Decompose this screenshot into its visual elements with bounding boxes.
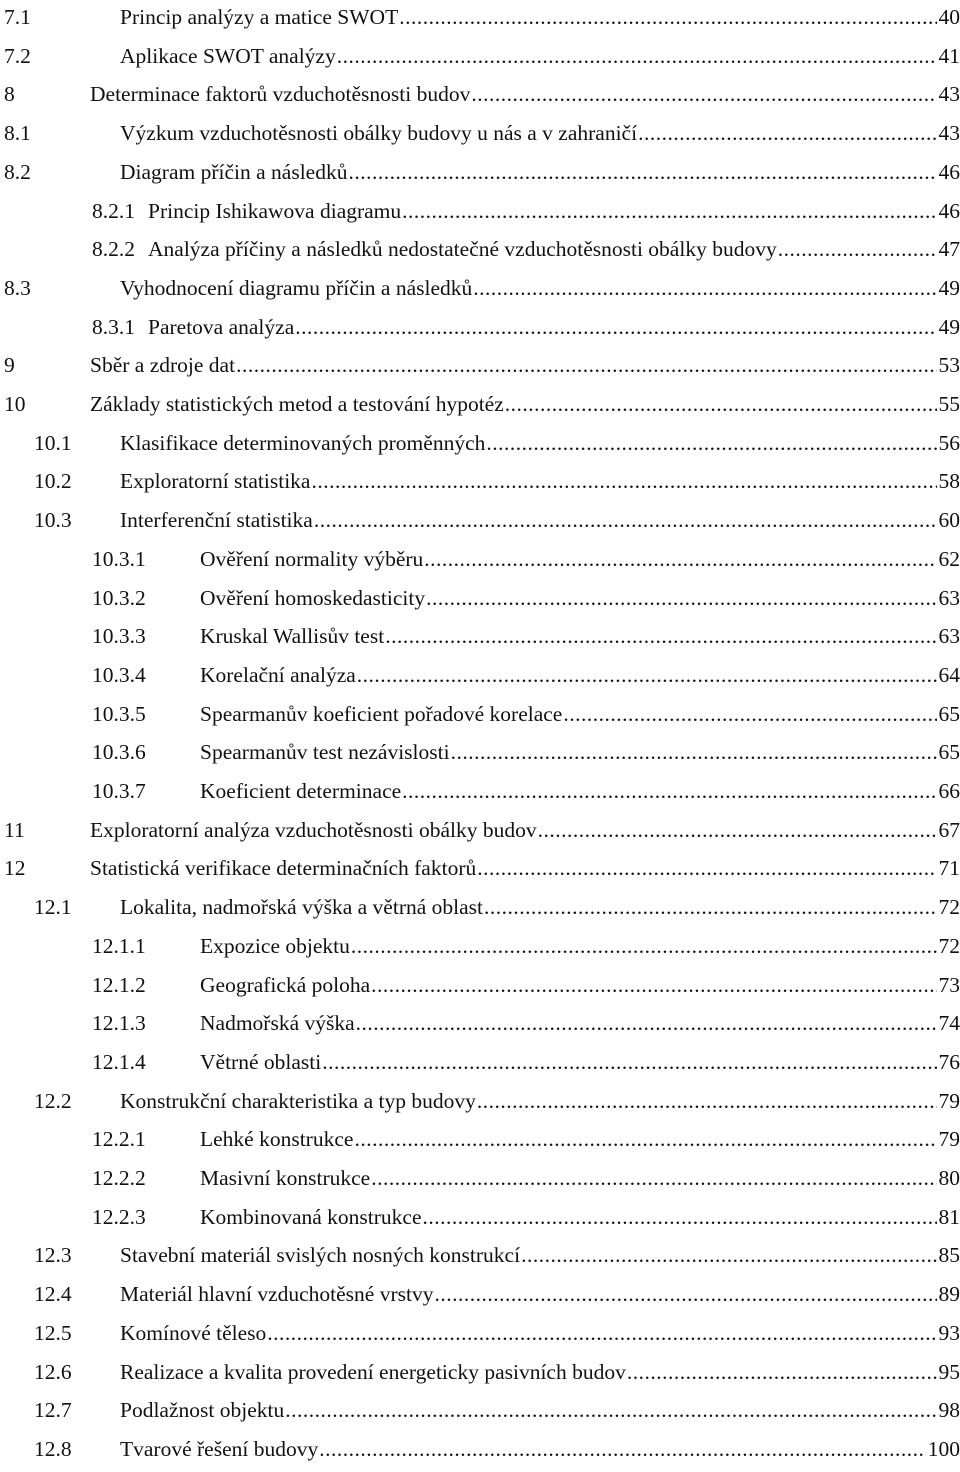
toc-entry-number: 12.2.1 xyxy=(92,1124,200,1154)
toc-entry-page-number: 89 xyxy=(939,1279,960,1309)
toc-entry-title[interactable]: Tvarové řešení budovy xyxy=(120,1434,318,1464)
toc-entry-title[interactable]: Princip analýzy a matice SWOT xyxy=(120,2,398,32)
toc-entry-title[interactable]: Korelační analýza xyxy=(200,660,356,690)
toc-entry-page-number: 67 xyxy=(939,815,960,845)
dot-leader xyxy=(538,815,937,845)
dot-leader xyxy=(399,2,936,32)
toc-entry-number: 12.1.2 xyxy=(92,970,200,1000)
toc-entry-page-number: 95 xyxy=(939,1357,960,1387)
toc-entry-title[interactable]: Podlažnost objektu xyxy=(120,1395,284,1425)
toc-entry[interactable] xyxy=(92,1008,960,1046)
toc-entry-number: 12.4 xyxy=(34,1279,120,1309)
toc-entry-number: 8.2 xyxy=(4,157,120,187)
toc-entry-title[interactable]: Statistická verifikace determinačních faktorů xyxy=(90,853,476,883)
toc-entry-title[interactable]: Komínové těleso xyxy=(120,1318,266,1348)
toc-entry-title[interactable]: Exploratorní statistika xyxy=(120,466,310,496)
toc-entry-number: 12.1 xyxy=(34,892,120,922)
toc-entry-page-number: 100 xyxy=(928,1434,960,1464)
toc-entry-title[interactable]: Výzkum vzduchotěsnosti obálky budovy u nás a v zahraničí xyxy=(120,118,637,148)
toc-entry-title[interactable]: Stavební materiál svislých nosných konstrukcí xyxy=(120,1240,520,1270)
toc-entry-title[interactable]: Diagram příčin a následků xyxy=(120,157,347,187)
dot-leader xyxy=(351,931,937,961)
toc-entry[interactable] xyxy=(92,196,960,234)
toc-entry[interactable] xyxy=(92,1163,960,1201)
toc-entry-title[interactable]: Konstrukční charakteristika a typ budovy xyxy=(120,1086,476,1116)
toc-entry-page-number: 93 xyxy=(939,1318,960,1348)
toc-entry-number: 12.2.3 xyxy=(92,1202,200,1232)
dot-leader xyxy=(356,1008,937,1038)
toc-entry[interactable] xyxy=(34,1395,960,1433)
toc-entry-title[interactable]: Nadmořská výška xyxy=(200,1008,355,1038)
toc-entry-page-number: 46 xyxy=(939,157,960,187)
toc-entry-page-number: 79 xyxy=(939,1124,960,1154)
dot-leader xyxy=(385,621,936,651)
toc-entry-title[interactable]: Koeficient determinace xyxy=(200,776,401,806)
dot-leader xyxy=(484,892,936,922)
dot-leader xyxy=(371,970,936,1000)
dot-leader xyxy=(473,273,936,303)
toc-entry-number: 7.2 xyxy=(4,41,120,71)
toc-entry-number: 12.8 xyxy=(34,1434,120,1464)
toc-entry[interactable] xyxy=(4,118,960,156)
toc-entry[interactable] xyxy=(92,1124,960,1162)
dot-leader xyxy=(354,1124,936,1154)
toc-entry-title[interactable]: Realizace a kvalita provedení energeticky pasivních budov xyxy=(120,1357,626,1387)
toc-entry[interactable] xyxy=(34,1318,960,1356)
toc-entry-page-number: 40 xyxy=(939,2,960,32)
toc-entry-title[interactable]: Základy statistických metod a testování hypotéz xyxy=(90,389,504,419)
toc-entry-number: 10.3 xyxy=(34,505,120,535)
toc-entry[interactable] xyxy=(34,466,960,504)
toc-entry[interactable] xyxy=(4,2,960,40)
toc-entry-number: 8.2.1 xyxy=(92,196,148,226)
toc-entry-title[interactable]: Analýza příčiny a následků nedostatečné vzduchotěsnosti obálky budovy xyxy=(148,234,777,264)
toc-entry-number: 10.2 xyxy=(34,466,120,496)
dot-leader xyxy=(426,583,936,613)
toc-entry[interactable] xyxy=(4,157,960,195)
toc-entry[interactable] xyxy=(4,273,960,311)
toc-entry[interactable] xyxy=(92,1202,960,1240)
toc-entry-page-number: 53 xyxy=(939,350,960,380)
toc-entry[interactable] xyxy=(4,79,960,117)
toc-entry-number: 9 xyxy=(4,350,90,380)
toc-entry-number: 10.3.4 xyxy=(92,660,200,690)
toc-entry-number: 8.3 xyxy=(4,273,120,303)
toc-entry-page-number: 72 xyxy=(939,931,960,961)
dot-leader xyxy=(337,41,937,71)
toc-entry-title[interactable]: Masivní konstrukce xyxy=(200,1163,370,1193)
dot-leader xyxy=(236,350,936,380)
dot-leader xyxy=(638,118,936,148)
toc-entry[interactable] xyxy=(92,737,960,775)
toc-entry-number: 7.1 xyxy=(4,2,120,32)
toc-entry[interactable] xyxy=(92,660,960,698)
toc-entry-number: 12.7 xyxy=(34,1395,120,1425)
toc-entry[interactable] xyxy=(4,389,960,427)
dot-leader xyxy=(311,466,936,496)
toc-entry-number: 10.3.2 xyxy=(92,583,200,613)
toc-entry-page-number: 49 xyxy=(939,312,960,342)
dot-leader xyxy=(322,1047,936,1077)
toc-entry-page-number: 62 xyxy=(939,544,960,574)
toc-entry-number: 12.5 xyxy=(34,1318,120,1348)
toc-entry[interactable] xyxy=(4,350,960,388)
toc-entry-title[interactable]: Ověření normality výběru xyxy=(200,544,423,574)
toc-entry[interactable] xyxy=(34,1434,960,1472)
dot-leader xyxy=(505,389,937,419)
toc-entry[interactable] xyxy=(92,621,960,659)
toc-entry-page-number: 43 xyxy=(939,79,960,109)
toc-entry-page-number: 63 xyxy=(939,621,960,651)
toc-entry-page-number: 98 xyxy=(939,1395,960,1425)
dot-leader xyxy=(477,1086,937,1116)
toc-entry-page-number: 55 xyxy=(939,389,960,419)
toc-entry[interactable] xyxy=(34,892,960,930)
dot-leader xyxy=(371,1163,936,1193)
dot-leader xyxy=(402,776,936,806)
toc-entry-title[interactable]: Lehké konstrukce xyxy=(200,1124,353,1154)
toc-entry-title[interactable]: Lokalita, nadmořská výška a větrná oblast xyxy=(120,892,483,922)
toc-entry-title[interactable]: Paretova analýza xyxy=(148,312,294,342)
toc-entry-title[interactable]: Spearmanův koeficient pořadové korelace xyxy=(200,699,562,729)
toc-entry-title[interactable]: Ověření homoskedasticity xyxy=(200,583,425,613)
toc-entry[interactable] xyxy=(34,1279,960,1317)
toc-entry[interactable] xyxy=(34,1240,960,1278)
dot-leader xyxy=(319,1434,926,1464)
toc-entry-page-number: 66 xyxy=(939,776,960,806)
dot-leader xyxy=(314,505,937,535)
toc-entry-page-number: 60 xyxy=(939,505,960,535)
toc-entry[interactable] xyxy=(4,853,960,891)
toc-entry-page-number: 64 xyxy=(939,660,960,690)
toc-entry[interactable] xyxy=(92,699,960,737)
dot-leader xyxy=(423,1202,937,1232)
toc-entry-number: 12 xyxy=(4,853,90,883)
dot-leader xyxy=(348,157,936,187)
dot-leader xyxy=(285,1395,936,1425)
toc-entry-number: 10.3.7 xyxy=(92,776,200,806)
toc-entry-page-number: 46 xyxy=(939,196,960,226)
toc-entry-page-number: 79 xyxy=(939,1086,960,1116)
toc-entry-title[interactable]: Kruskal Wallisův test xyxy=(200,621,384,651)
toc-entry-page-number: 80 xyxy=(939,1163,960,1193)
toc-entry-number: 12.3 xyxy=(34,1240,120,1270)
toc-entry[interactable] xyxy=(4,815,960,853)
toc-entry-number: 12.1.3 xyxy=(92,1008,200,1038)
toc-entry[interactable] xyxy=(34,428,960,466)
toc-entry-page-number: 41 xyxy=(939,41,960,71)
toc-entry[interactable] xyxy=(92,776,960,814)
dot-leader xyxy=(521,1240,936,1270)
toc-entry-page-number: 65 xyxy=(939,699,960,729)
toc-entry-number: 11 xyxy=(4,815,90,845)
toc-entry-page-number: 49 xyxy=(939,273,960,303)
toc-entry-number: 8.1 xyxy=(4,118,120,148)
toc-entry-title[interactable]: Exploratorní analýza vzduchotěsnosti obálky budov xyxy=(90,815,537,845)
toc-entry-page-number: 65 xyxy=(939,737,960,767)
toc-entry-number: 10.3.5 xyxy=(92,699,200,729)
toc-entry-page-number: 72 xyxy=(939,892,960,922)
toc-entry-number: 12.1.4 xyxy=(92,1047,200,1077)
toc-entry-title[interactable]: Větrné oblasti xyxy=(200,1047,321,1077)
dot-leader xyxy=(357,660,937,690)
dot-leader xyxy=(778,234,937,264)
toc-entry-page-number: 74 xyxy=(939,1008,960,1038)
dot-leader xyxy=(267,1318,936,1348)
toc-entry[interactable] xyxy=(34,1086,960,1124)
dot-leader xyxy=(477,853,936,883)
dot-leader xyxy=(424,544,936,574)
toc-entry-page-number: 56 xyxy=(939,428,960,458)
toc-entry-title[interactable]: Geografická poloha xyxy=(200,970,370,1000)
toc-entry[interactable] xyxy=(92,544,960,582)
toc-entry-number: 12.2 xyxy=(34,1086,120,1116)
toc-entry-title[interactable]: Vyhodnocení diagramu příčin a následků xyxy=(120,273,472,303)
toc-entry-title[interactable]: Spearmanův test nezávislosti xyxy=(200,737,450,767)
toc-entry-title[interactable]: Aplikace SWOT analýzy xyxy=(120,41,336,71)
toc-entry-number: 8 xyxy=(4,79,90,109)
toc-entry-page-number: 73 xyxy=(939,970,960,1000)
toc-entry[interactable] xyxy=(92,583,960,621)
toc-entry-page-number: 47 xyxy=(939,234,960,264)
dot-leader xyxy=(471,79,936,109)
toc-entry[interactable] xyxy=(4,41,960,79)
toc-entry-page-number: 43 xyxy=(939,118,960,148)
toc-entry-title[interactable]: Klasifikace determinovaných proměnných xyxy=(120,428,485,458)
toc-entry-number: 10 xyxy=(4,389,90,419)
toc-entry-page-number: 85 xyxy=(939,1240,960,1270)
toc-entry-number: 8.3.1 xyxy=(92,312,148,342)
dot-leader xyxy=(434,1279,936,1309)
toc-entry-number: 12.6 xyxy=(34,1357,120,1387)
toc-entry[interactable] xyxy=(92,1047,960,1085)
toc-entry-number: 12.2.2 xyxy=(92,1163,200,1193)
toc-entry-title[interactable]: Interferenční statistika xyxy=(120,505,313,535)
toc-entry-title[interactable]: Kombinovaná konstrukce xyxy=(200,1202,422,1232)
toc-entry-page-number: 71 xyxy=(939,853,960,883)
toc-entry[interactable] xyxy=(92,312,960,350)
dot-leader xyxy=(627,1357,937,1387)
dot-leader xyxy=(486,428,936,458)
dot-leader xyxy=(402,196,936,226)
toc-entry-title[interactable]: Expozice objektu xyxy=(200,931,350,961)
dot-leader xyxy=(295,312,936,342)
toc-entry[interactable] xyxy=(34,1357,960,1395)
toc-entry[interactable] xyxy=(34,505,960,543)
toc-entry-title[interactable]: Sběr a zdroje dat xyxy=(90,350,235,380)
dot-leader xyxy=(563,699,936,729)
toc-entry[interactable] xyxy=(92,931,960,969)
toc-entry-title[interactable]: Materiál hlavní vzduchotěsné vrstvy xyxy=(120,1279,433,1309)
toc-entry-page-number: 81 xyxy=(939,1202,960,1232)
dot-leader xyxy=(451,737,937,767)
toc-entry-page-number: 63 xyxy=(939,583,960,613)
toc-entry-number: 10.3.1 xyxy=(92,544,200,574)
toc-entry-title[interactable]: Determinace faktorů vzduchotěsnosti budov xyxy=(90,79,470,109)
toc-entry-number: 8.2.2 xyxy=(92,234,148,264)
toc-entry-page-number: 58 xyxy=(939,466,960,496)
toc-entry-number: 12.1.1 xyxy=(92,931,200,961)
toc-entry[interactable] xyxy=(92,234,960,272)
toc-entry-page-number: 76 xyxy=(939,1047,960,1077)
toc-entry-title[interactable]: Princip Ishikawova diagramu xyxy=(148,196,401,226)
toc-entry-number: 10.3.3 xyxy=(92,621,200,651)
toc-entry[interactable] xyxy=(92,970,960,1008)
toc-entry-number: 10.1 xyxy=(34,428,120,458)
toc-entry-number: 10.3.6 xyxy=(92,737,200,767)
